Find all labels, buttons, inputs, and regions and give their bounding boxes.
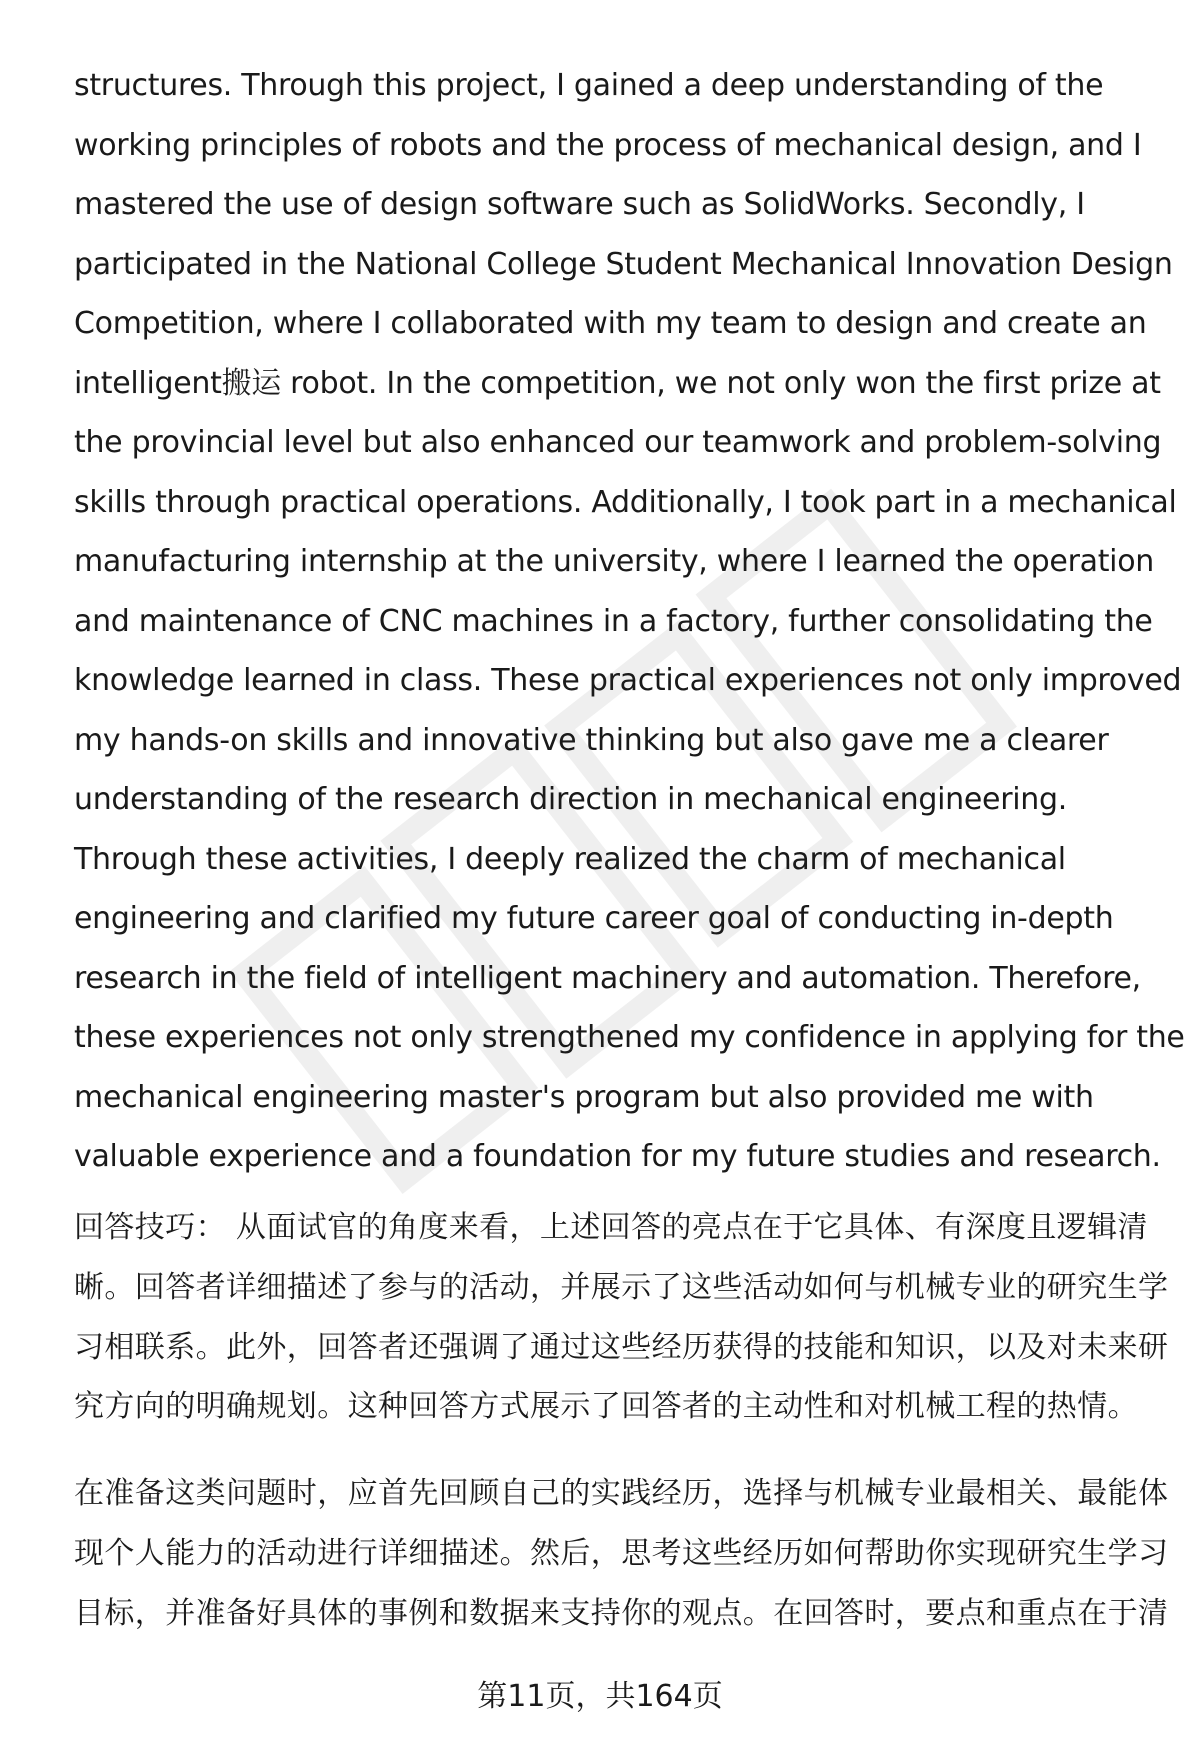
text-line: these experiences not only strengthened my confidence in applying for the	[74, 1020, 1185, 1055]
answer-english-paragraph	[74, 56, 1185, 1187]
text-line: 回答技巧： 从面试官的角度来看，上述回答的亮点在于它具体、有深度且逻辑清	[74, 1210, 1148, 1245]
text-line: engineering and clarified my future career goal of conducting in-depth	[74, 901, 1114, 936]
text-line: and maintenance of CNC machines in a factory, further consolidating the	[74, 603, 1153, 639]
text-line: manufacturing internship at the university, where I learned the operation	[74, 544, 1154, 579]
text-line: research in the field of intelligent machinery and automation. Therefore,	[74, 960, 1141, 996]
text-line: mastered the use of design software such as SolidWorks. Secondly, I	[74, 187, 1085, 222]
text-line: my hands-on skills and innovative thinking but also gave me a clearer	[74, 722, 1109, 758]
text-line: Through these activities, I deeply realized the charm of mechanical	[74, 841, 1066, 877]
page-number: 第11页，共164页	[477, 1679, 723, 1714]
text-line: Competition, where I collaborated with my team to design and create an	[74, 306, 1147, 341]
text-line: 目标，并准备好具体的事例和数据来支持你的观点。在回答时，要点和重点在于清	[74, 1595, 1169, 1631]
text-line: structures. Through this project, I gained a deep understanding of the	[74, 68, 1104, 103]
text-line: understanding of the research direction in mechanical engineering.	[74, 782, 1067, 817]
preparation-advice-paragraph	[74, 1464, 1169, 1643]
text-line: 习相联系。此外，回答者还强调了通过这些经历获得的技能和知识，以及对未来研	[74, 1329, 1169, 1365]
text-line: 在准备这类问题时，应首先回顾自己的实践经历，选择与机械专业最相关、最能体	[74, 1476, 1169, 1511]
text-line: skills through practical operations. Additionally, I took part in a mechanical	[74, 484, 1177, 520]
text-line: mechanical engineering master's program but also provided me with	[74, 1079, 1094, 1115]
text-line: 晰。回答者详细描述了参与的活动，并展示了这些活动如何与机械专业的研究生学	[74, 1269, 1169, 1305]
text-line: knowledge learned in class. These practical experiences not only improved	[74, 663, 1182, 698]
text-line: 究方向的明确规划。这种回答方式展示了回答者的主动性和对机械工程的热情。	[74, 1389, 1138, 1425]
text-line: intelligent搬运 robot. In the competition, we not only won the first prize at	[74, 365, 1161, 401]
text-line: 现个人能力的活动进行详细描述。然后，思考这些经历如何帮助你实现研究生学习	[74, 1535, 1169, 1571]
text-line: participated in the National College Student Mechanical Innovation Design	[74, 246, 1173, 282]
text-line: valuable experience and a foundation for my future studies and research.	[74, 1139, 1161, 1174]
text-line: the provincial level but also enhanced our teamwork and problem-solving	[74, 425, 1162, 460]
text-line: working principles of robots and the process of mechanical design, and I	[74, 127, 1142, 163]
answer-tips-paragraph	[74, 1198, 1169, 1437]
